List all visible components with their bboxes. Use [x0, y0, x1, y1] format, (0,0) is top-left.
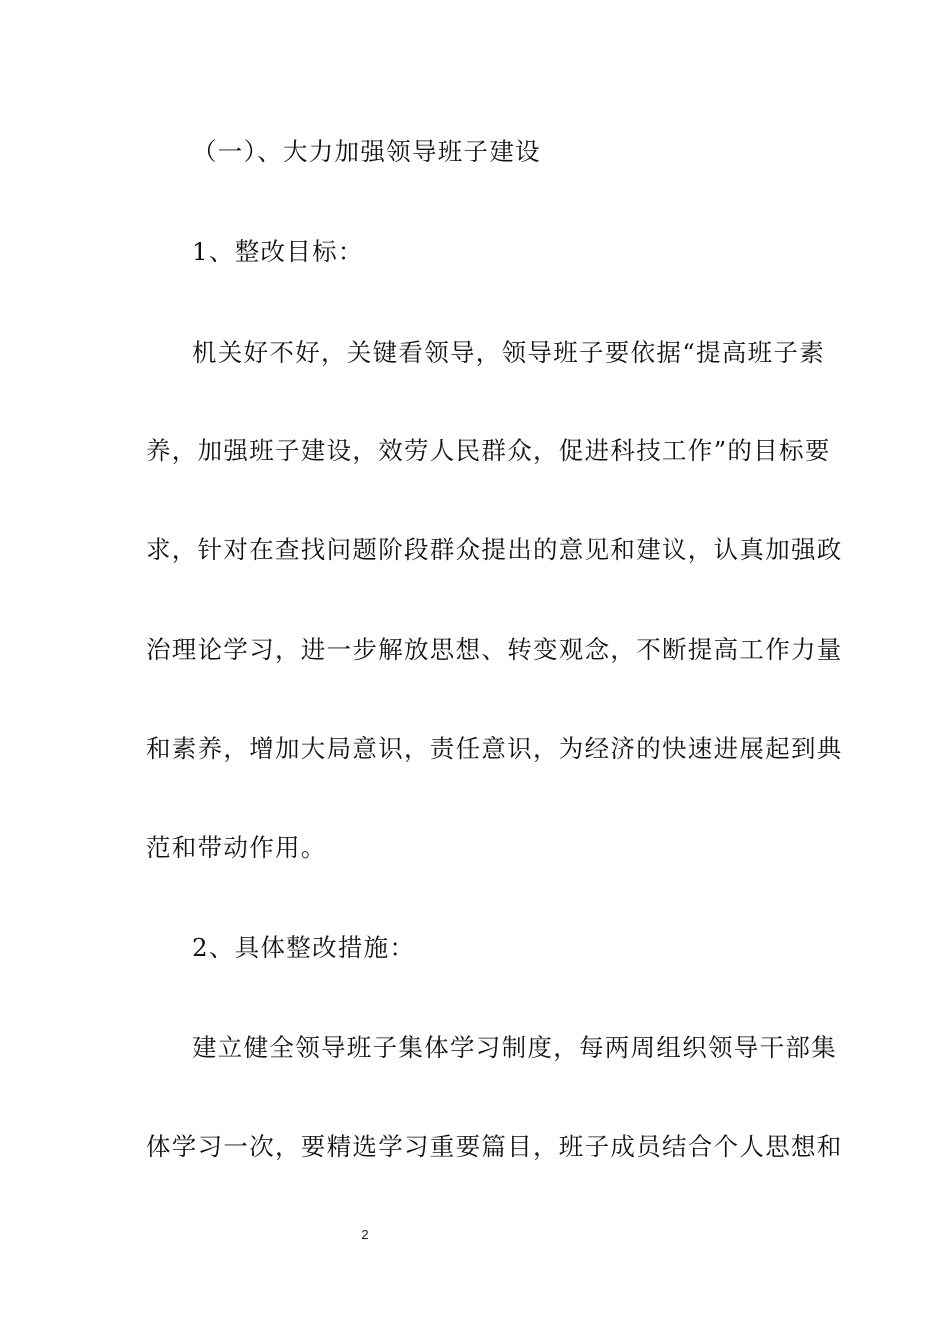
page-number: 2 [361, 1227, 369, 1242]
paragraph-1-line-6: 范和带动作用。 [146, 833, 327, 862]
paragraph-1-line-3: 求，针对在查找问题阶段群众提出的意见和建议，认真加强政 [146, 535, 843, 564]
paragraph-1-line-2: 养，加强班子建设，效劳人民群众，促进科技工作”的目标要 [146, 436, 831, 465]
paragraph-1-line-5: 和素养，增加大局意识，责任意识，为经济的快速进展起到典 [146, 734, 843, 763]
item-2-heading: 2、具体整改措施： [192, 933, 416, 962]
paragraph-1-line-4: 治理论学习，进一步解放思想、转变观念，不断提高工作力量 [146, 635, 843, 664]
section-heading: （一）、大力加强领导班子建设 [192, 137, 541, 166]
paragraph-2-line-1: 建立健全领导班子集体学习制度，每两周组织领导干部集 [192, 1033, 837, 1062]
paragraph-1-line-1: 机关好不好，关键看领导，领导班子要依据“提高班子素 [192, 338, 826, 367]
paragraph-2-line-2: 体学习一次，要精选学习重要篇目，班子成员结合个人思想和 [146, 1132, 843, 1161]
item-1-heading: 1、整改目标： [192, 237, 364, 266]
